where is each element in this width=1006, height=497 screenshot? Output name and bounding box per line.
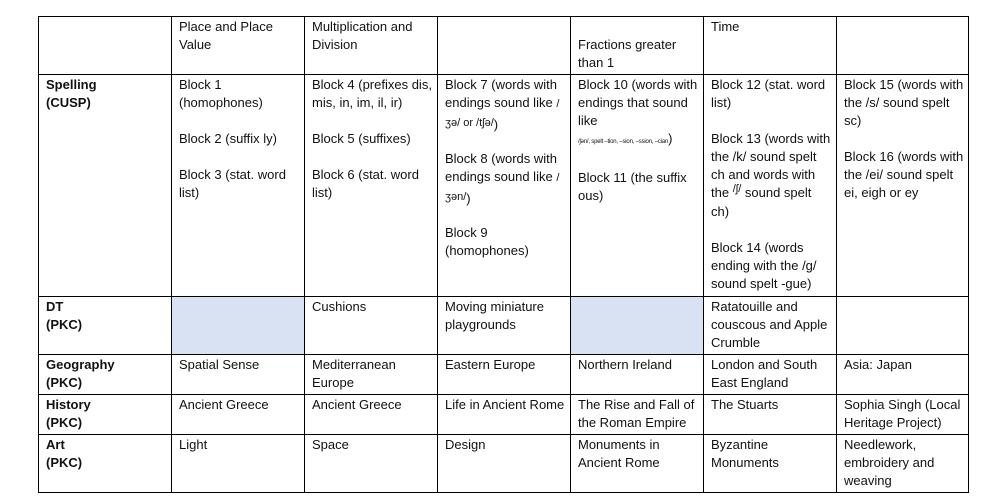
paren-text: )	[466, 191, 471, 206]
block-text: Block 2 (suffix ly)	[179, 131, 278, 146]
row-label-text: History	[46, 397, 91, 412]
spelling-col3	[438, 75, 571, 297]
dt-row	[39, 297, 969, 355]
dt-col5: Ratatouille and couscous and Apple Crumble	[704, 297, 837, 355]
geography-col3: Eastern Europe	[438, 355, 571, 395]
dt-col4-shaded	[571, 297, 704, 355]
row-label-art	[39, 435, 172, 493]
row-label-text: Geography	[46, 357, 115, 372]
block-text: Block 6 (stat. word list)	[312, 167, 419, 200]
art-col1: Light	[172, 435, 305, 493]
header-time: Time	[704, 17, 837, 75]
ipa-text: /ʒə/ or /tʃə/	[445, 98, 560, 129]
block-13-text-end: sound spelt ch)	[711, 185, 812, 219]
row-label-sub: (PKC)	[46, 317, 83, 332]
art-col6: Needlework, embroidery and weaving	[837, 435, 969, 493]
header-text: Multiplication and	[312, 19, 413, 34]
row-label-text: DT	[46, 299, 64, 314]
history-col3: Life in Ancient Rome	[438, 395, 571, 435]
header-empty-cell	[837, 17, 969, 75]
dt-col1-shaded	[172, 297, 305, 355]
spelling-row	[39, 75, 969, 297]
spelling-col2	[305, 75, 438, 297]
header-place-value	[172, 17, 305, 75]
history-col2: Ancient Greece	[305, 395, 438, 435]
geography-col4: Northern Ireland	[571, 355, 704, 395]
row-label-sub: (PKC)	[46, 375, 83, 390]
header-text: Value	[179, 37, 212, 52]
header-text: Fractions greater	[578, 37, 677, 52]
art-col4: Monuments in Ancient Rome	[571, 435, 704, 493]
block-text: Block 9 (homophones)	[445, 225, 529, 258]
block-text: Block 5 (suffixes)	[312, 131, 411, 146]
history-col5: The Stuarts	[704, 395, 837, 435]
dt-col2: Cushions	[305, 297, 438, 355]
row-label-dt	[39, 297, 172, 355]
block-text	[445, 150, 566, 206]
block-text: Block 3 (stat. word list)	[179, 167, 286, 200]
ipa-text: /ʃən/, spelt –tion, –sion, –ssion, –cian	[578, 139, 669, 145]
spelling-col6	[837, 75, 969, 297]
block-text: Block 14 (words ending with the /g/ sound spelt -gue)	[711, 240, 817, 291]
row-label-history	[39, 395, 172, 435]
block-text	[711, 130, 832, 221]
history-row	[39, 395, 969, 435]
paren-text: )	[493, 117, 499, 132]
art-row	[39, 435, 969, 493]
paren-text: )	[668, 131, 673, 146]
row-label-spelling	[39, 75, 172, 297]
header-fractions	[571, 17, 704, 75]
curriculum-table	[38, 16, 969, 493]
art-col3: Design	[438, 435, 571, 493]
dt-col3: Moving miniature playgrounds	[438, 297, 571, 355]
geography-col5: London and South East England	[704, 355, 837, 395]
geography-col1: Spatial Sense	[172, 355, 305, 395]
ipa-text: /ʒən/	[445, 172, 560, 203]
header-multiplication-division	[305, 17, 438, 75]
block-text	[445, 76, 566, 132]
row-label-sub: (CUSP)	[46, 95, 91, 110]
block-text: Block 16 (words with the /ei/ sound spelt ei, eigh or ey	[844, 149, 964, 200]
spelling-col1	[172, 75, 305, 297]
dt-col6	[837, 297, 969, 355]
block-13-text: Block 13 (words with the /k/ sound spelt ch and words with the	[711, 131, 831, 200]
block-7-text: Block 7 (words with endings sound like	[445, 77, 557, 110]
row-label-geography	[39, 355, 172, 395]
art-col2: Space	[305, 435, 438, 493]
art-col5: Byzantine Monuments	[704, 435, 837, 493]
history-col6: Sophia Singh (Local Heritage Project)	[837, 395, 969, 435]
block-8-text: Block 8 (words with endings sound like	[445, 151, 557, 184]
spelling-col4	[571, 75, 704, 297]
ipa-text: /ʃ/	[732, 183, 742, 195]
header-text: Division	[312, 37, 358, 52]
header-empty-cell	[438, 17, 571, 75]
header-text: than 1	[578, 55, 615, 70]
row-label-sub: (PKC)	[46, 455, 83, 470]
block-10-text: Block 10 (words with endings that sound like	[578, 77, 698, 128]
geography-col2: Mediterranean Europe	[305, 355, 438, 395]
spelling-col5	[704, 75, 837, 297]
row-label-sub: (PKC)	[46, 415, 83, 430]
header-blank-cell	[39, 17, 172, 75]
row-label-text: Spelling	[46, 77, 97, 92]
header-text: Place and Place	[179, 19, 273, 34]
geography-col6: Asia: Japan	[837, 355, 969, 395]
block-text	[578, 76, 699, 151]
history-col1: Ancient Greece	[172, 395, 305, 435]
block-text: Block 1 (homophones)	[179, 77, 263, 110]
block-text: Block 11 (the suffix ous)	[578, 170, 687, 203]
history-col4: The Rise and Fall of the Roman Empire	[571, 395, 704, 435]
block-text: Block 15 (words with the /s/ sound spelt sc)	[844, 77, 964, 128]
geography-row	[39, 355, 969, 395]
block-text: Block 4 (prefixes dis, mis, in, im, il, ir)	[312, 77, 432, 110]
block-text: Block 12 (stat. word list)	[711, 77, 826, 110]
row-label-text: Art	[46, 437, 65, 452]
header-row	[39, 17, 969, 75]
